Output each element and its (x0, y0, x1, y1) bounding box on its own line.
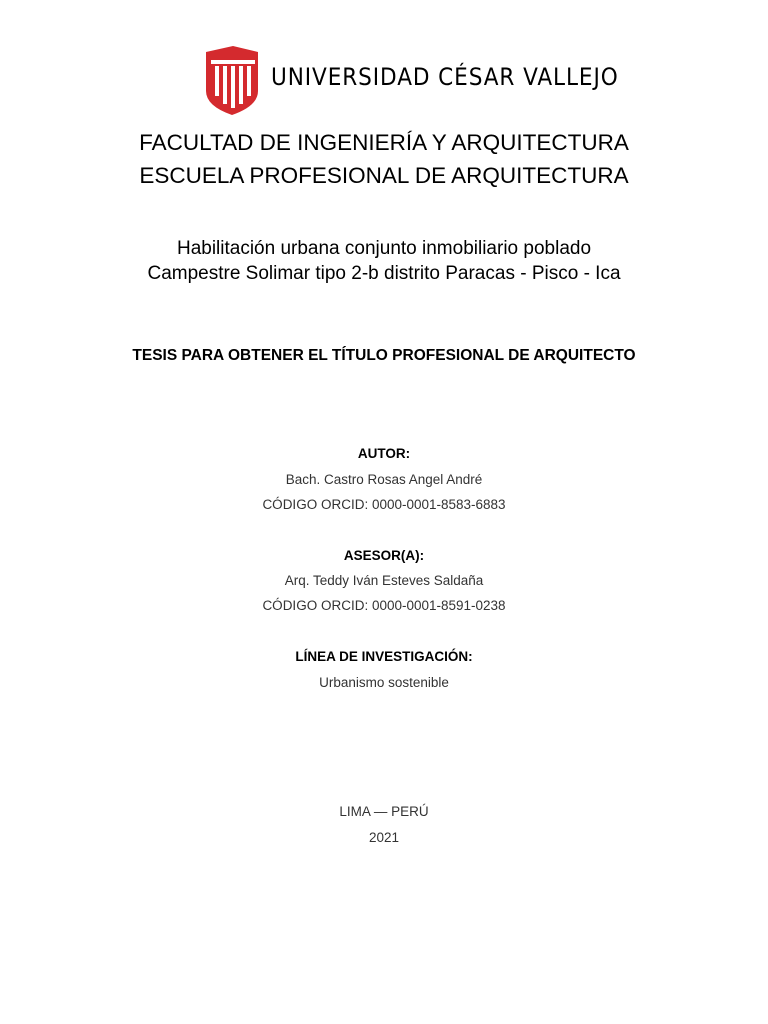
author-label: AUTOR: (357, 446, 411, 461)
school-name: ESCUELA PROFESIONAL DE ARQUITECTURA (139, 163, 629, 188)
author-orcid: CÓDIGO ORCID: 0000-0001-8583-6883 (262, 497, 506, 512)
author-name: Bach. Castro Rosas Angel André (285, 472, 483, 487)
advisor-orcid: CÓDIGO ORCID: 0000-0001-8591-0238 (262, 598, 506, 613)
faculty-name: FACULTAD DE INGENIERÍA Y ARQUITECTURA (139, 130, 629, 155)
advisor-name: Arq. Teddy Iván Esteves Saldaña (284, 573, 484, 588)
city-country: LIMA — PERÚ (339, 804, 429, 819)
degree-statement: TESIS PARA OBTENER EL TÍTULO PROFESIONAL DE ARQUITECTO (132, 347, 636, 364)
research-line-value: Urbanismo sostenible (319, 675, 449, 690)
thesis-title: Habilitación urbana conjunto inmobiliario poblado Campestre Solimar tipo 2-b distrito Paracas - Pisco - Ica (147, 238, 621, 284)
university-shield-icon (205, 44, 259, 116)
university-name: UNIVERSIDAD CÉSAR VALLEJO (271, 63, 619, 91)
university-logo (205, 44, 619, 116)
faculty-heading (0, 126, 768, 192)
advisor-label: ASESOR(A): (343, 548, 425, 563)
year: 2021 (368, 830, 400, 845)
research-line-label: LÍNEA DE INVESTIGACIÓN: (295, 649, 473, 664)
